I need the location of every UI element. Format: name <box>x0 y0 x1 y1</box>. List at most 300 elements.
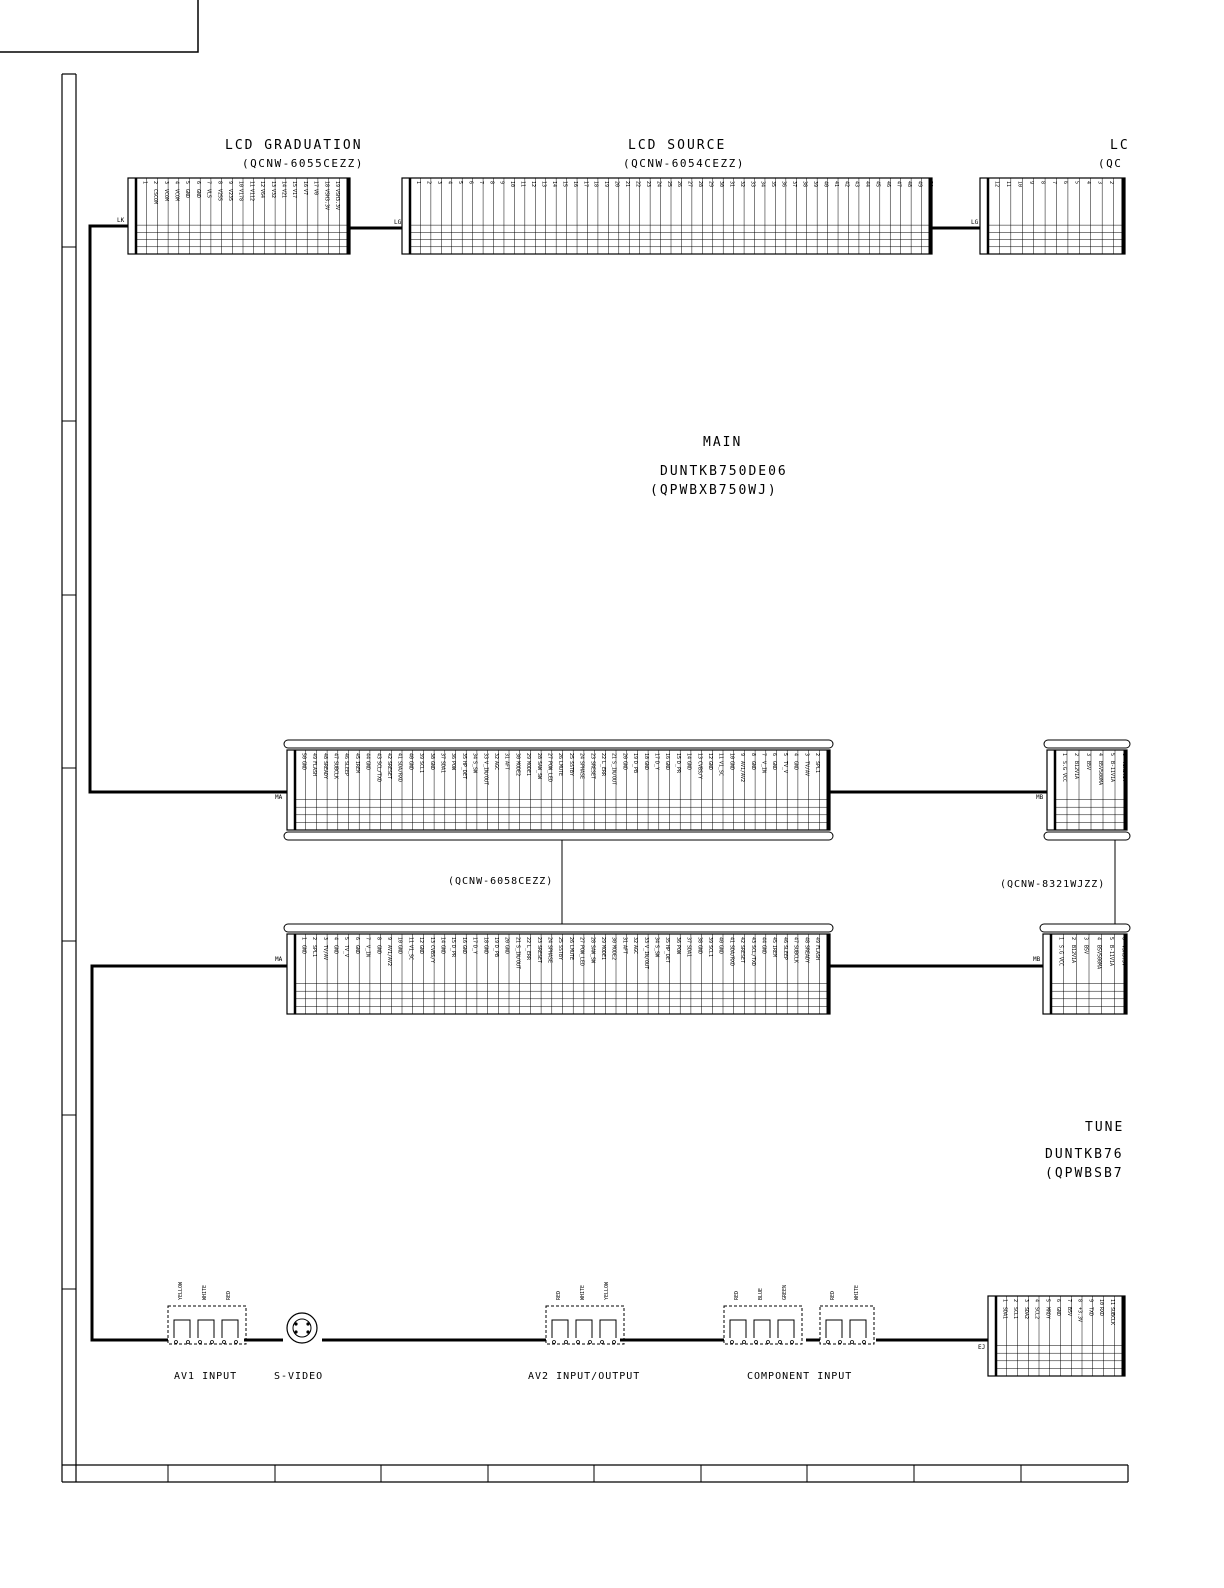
lcd-right-connector-pin-number: 6 <box>1062 181 1069 185</box>
ej-connector-pin-number: 6 <box>1055 1299 1062 1303</box>
ma-top-connector-pin-label: D_Y <box>653 761 660 771</box>
ma-bottom-connector-pin-number: 26 <box>567 937 574 944</box>
ma-bottom-connector-pin-number: 9 <box>385 937 392 941</box>
lcd-source-connector-pin-number: 50 <box>926 181 933 188</box>
av2-jacks-box <box>546 1306 624 1344</box>
ma-bottom-connector-pin-label: SAW_SW <box>589 945 596 964</box>
ma-bottom-connector-pin-label: GND <box>824 945 831 955</box>
av2-jacks-jack <box>576 1320 592 1338</box>
lcd-right-connector-body <box>980 178 1125 254</box>
ma-top-connector-pin-number: 35 <box>460 753 467 760</box>
ma-top-connector-pin-label: TV/AV <box>803 761 810 777</box>
ma-top-connector-pin-label: GND <box>706 761 713 771</box>
lcd-graduation-connector-pin-number: 14 <box>280 181 287 188</box>
lcd-source-connector-pin-number: 4 <box>446 181 453 185</box>
ej-connector-pin-number: 4 <box>1033 1299 1040 1303</box>
lcd-source-connector-pin-number: 25 <box>665 181 672 188</box>
lcd-right-part: (QC <box>1098 157 1123 170</box>
component-jacks-box <box>724 1306 802 1344</box>
ma-bottom-connector-pin-label: AV1/AV2 <box>385 945 392 967</box>
ma-bottom-connector-pin-label: IREM <box>771 945 778 958</box>
mb-top-connector-pin-number: 1 <box>1061 753 1067 757</box>
ma-top-connector-pin-number: 21 <box>610 753 617 760</box>
mb-bottom-connector-pin-number: 5 <box>1108 937 1114 941</box>
ma-bottom-connector-pin-number: 5 <box>343 937 350 941</box>
connector-id-lk: LK <box>117 217 125 224</box>
lcd-graduation-connector-pin-label: V235 <box>226 189 233 202</box>
ma-top-connector-pin-number: 46 <box>343 753 350 760</box>
lcd-graduation-connector-pin-number: 1 <box>141 181 148 185</box>
ma-bottom-connector-pin-number: 39 <box>706 937 713 944</box>
lcd-graduation-title: LCD GRADUATION <box>225 138 363 153</box>
ma-top-connector-pin-number: 4 <box>792 753 799 757</box>
av2-jacks-pin <box>577 1341 580 1344</box>
component-jacks-pin <box>755 1341 758 1344</box>
ma-bottom-connector-pin-number: 13 <box>428 937 435 944</box>
ma-top-connector-pin-label: GND <box>664 761 671 771</box>
lcd-source-connector-body <box>402 178 932 254</box>
mb-top-connector-pin-label: B5V500MA <box>1097 761 1103 786</box>
lcd-source-connector-pin-number: 2 <box>425 181 432 185</box>
component-jacks-jack <box>778 1320 794 1338</box>
ma-top-connector-pin-label: D_PR <box>674 761 681 774</box>
ma-bottom-connector-pin-label: SDA1 <box>685 945 692 958</box>
component-audio-jacks-pin <box>839 1341 842 1344</box>
ma-top-connector-pin-label: SDA/RXD <box>396 761 403 783</box>
ma-top-connector-pin-number: 10 <box>728 753 735 760</box>
ma-top-connector-pin-label: AV1/AV2 <box>739 761 746 783</box>
ma-bottom-connector-pin-number: 14 <box>439 937 446 944</box>
mb-top-connector-pin-label: B-11V1A <box>1109 761 1115 783</box>
lcd-graduation-connector-pin-number: 11 <box>248 181 255 188</box>
ma-top-connector-pin-number: 39 <box>418 753 425 760</box>
lcd-right-connector-pin-number: 9 <box>1027 181 1034 185</box>
ma-bottom-connector-pin-number: 12 <box>418 937 425 944</box>
ma-top-connector-pin-number: 33 <box>482 753 489 760</box>
ma-bottom-connector-pin-number: 10 <box>396 937 403 944</box>
ma-top-connector-pin-number: 45 <box>353 753 360 760</box>
lcd-source-connector-pin-number: 1 <box>415 181 422 185</box>
mb-bottom-tab <box>1040 924 1130 932</box>
ma-top-connector-pin-label: TV_V <box>781 761 788 774</box>
ma-bottom-connector-pin-label: AFT <box>621 945 628 955</box>
av1-input-jacks-pin <box>199 1341 202 1344</box>
main-code: DUNTKB750DE06 <box>660 464 788 479</box>
ma-top-connector-pin-label: SPHASE <box>578 761 585 780</box>
ma-top-connector-pin-number: 19 <box>632 753 639 760</box>
ma-top-connector-pin-label: SRESET <box>589 761 596 780</box>
ej-connector-pin-number: 2 <box>1012 1299 1019 1303</box>
mb-bottom-connector-pin-number: 2 <box>1070 937 1076 941</box>
s-video-outer <box>287 1313 317 1343</box>
ma-top-connector-pin-label: MODE1 <box>525 761 532 777</box>
lcd-right-connector-pin-number: 2 <box>1107 181 1114 185</box>
ej-connector-pin-label: RXD <box>1098 1307 1105 1317</box>
connectors <box>128 178 1130 1376</box>
lcd-source-connector-pin-number: 49 <box>916 181 923 188</box>
lcd-source-connector-pin-number: 14 <box>550 181 557 188</box>
ma-top-connector-pin-label: SPL1 <box>813 761 820 774</box>
ma-bottom-connector-pin-number: 45 <box>771 937 778 944</box>
component-jacks-pin <box>779 1341 782 1344</box>
lcd-graduation-connector-pin-number: 5 <box>184 181 191 185</box>
lcd-source-connector-pin-number: 9 <box>498 181 505 185</box>
mb-bottom-connector-pin-label: B-11V1A <box>1108 945 1114 967</box>
ej-connector-pin-number: 10 <box>1098 1299 1105 1306</box>
ma-top-connector-pin-label: SLEEP <box>343 761 350 777</box>
ej-connector-pin-label: B5V <box>1065 1307 1072 1317</box>
ma-top-connector-pin-number: 26 <box>557 753 564 760</box>
ma-top-connector-pin-number: 14 <box>685 753 692 760</box>
ma-top-connector-pin-label: L_ERR <box>599 761 606 777</box>
ma-bottom-connector-pin-number: 3 <box>321 937 328 941</box>
ma-bottom-connector-pin-number: 28 <box>589 937 596 944</box>
lcd-graduation-connector-pin-number: 12 <box>259 181 266 188</box>
av1-input-jacks-pin <box>175 1341 178 1344</box>
ej-connector-pin-label: SDA2 <box>1022 1307 1029 1320</box>
lcd-source-connector-pin-number: 40 <box>822 181 829 188</box>
ma-top-connector-pin-label: GND <box>407 761 414 771</box>
lcd-source-connector-pin-number: 46 <box>885 181 892 188</box>
ma-top-connector-pin-label: GND <box>771 761 778 771</box>
ma-bottom-connector-pin-number: 37 <box>685 937 692 944</box>
ma-bottom-connector-pin-number: 50 <box>824 937 831 944</box>
ma-bottom-tab <box>284 924 833 932</box>
av1-input-jacks-jack <box>222 1320 238 1338</box>
ma-top-connector-pin-number: 37 <box>439 753 446 760</box>
av1-input-jacks-color-label: WHITE <box>202 1284 208 1300</box>
ma-top-connector-pin-number: 20 <box>621 753 628 760</box>
ma-bottom-connector-pin-number: 8 <box>375 937 382 941</box>
lcd-right-connector-pin-number: 11 <box>1005 181 1012 188</box>
ej-connector-pin-number: 12 <box>1119 1299 1126 1306</box>
ma-bottom-connector-pin-label: SDA/RXD <box>728 945 735 967</box>
lcd-source-connector-pin-number: 28 <box>697 181 704 188</box>
ej-connector-pin-label: SDA1 <box>1001 1307 1008 1320</box>
component-audio-jacks-jack <box>850 1320 866 1338</box>
ma-top-connector-pin-label: SAW_SW <box>535 761 542 780</box>
mb-top-connector-pin-number: 5 <box>1109 753 1115 757</box>
ma-bottom-connector-pin-label: SRESET <box>535 945 542 964</box>
connector-id-lg: LG <box>394 219 402 226</box>
ma-bottom-connector-pin-number: 1 <box>300 937 307 941</box>
ma-top-connector-pin-number: 29 <box>525 753 532 760</box>
lcd-graduation-connector-pin-label: VCOM <box>173 189 180 202</box>
ma-bottom-connector-pin-label: FLASH <box>813 945 820 961</box>
ma-bottom-connector-pin-number: 30 <box>610 937 617 944</box>
lcd-source-connector-pin-number: 45 <box>874 181 881 188</box>
ma-top-connector-pin-label: SCL1 <box>418 761 425 774</box>
ma-bottom-connector-pin-number: 31 <box>621 937 628 944</box>
lcd-graduation-connector-pin-label: VSH3.3V <box>323 189 330 211</box>
lcd-right-connector-pin-number: 4 <box>1085 181 1092 185</box>
lcd-graduation-part: (QCNW-6055CEZZ) <box>242 157 364 170</box>
ma-top-connector-pin-number: 48 <box>321 753 328 760</box>
ma-top-connector-pin-label: HP_DET <box>460 761 467 780</box>
ma-top-connector-pin-number: 2 <box>813 753 820 757</box>
lcd-source-connector-pin-number: 13 <box>540 181 547 188</box>
lcd-right-connector-pin-number: 5 <box>1073 181 1080 185</box>
ma-bottom-connector-pin-number: 23 <box>535 937 542 944</box>
ej-connector-pin-number: 8 <box>1076 1299 1083 1303</box>
connector-id-ej: EJ <box>978 1344 986 1351</box>
ma-top-connector-pin-label: LMUTE <box>557 761 564 777</box>
av1-input-jacks <box>168 1281 246 1344</box>
mb-top-connector-pin-label: B5V <box>1085 761 1091 771</box>
mb-bottom-connector-pin-label: B5V <box>1082 945 1089 955</box>
ma-bottom-connector-pin-label: SLEEP <box>781 945 788 961</box>
ma-bottom-connector-pin-label: D_Y <box>471 945 478 955</box>
ma-top-connector-pin-label: GND <box>428 761 435 771</box>
lcd-right-connector-pin-number: 8 <box>1039 181 1046 185</box>
ma-top-connector-pin-label: V1_SC <box>717 761 724 777</box>
connector-id-mb-bottom: MB <box>1033 956 1041 963</box>
ma-bottom-connector-pin-label: GND <box>439 945 446 955</box>
av2-jacks-pin <box>589 1341 592 1344</box>
lcd-source-connector-pin-number: 29 <box>707 181 714 188</box>
lcd-source-connector <box>402 178 933 254</box>
lcd-graduation-connector <box>128 178 351 254</box>
ej-connector-pin-label: SUBCLK <box>1108 1307 1115 1326</box>
ma-bottom-connector-pin-label: D_PB <box>492 945 499 958</box>
ma-top-connector-pin-number: 50 <box>300 753 307 760</box>
ma-bottom-connector-pin-label: L_ERR <box>525 945 532 961</box>
lcd-source-connector-pin-number: 26 <box>676 181 683 188</box>
lcd-source-connector-pin-number: 42 <box>843 181 850 188</box>
av1-input-jacks-color-label: YELLOW <box>178 1281 184 1300</box>
ma-bottom-connector-pin-label: V_IN/OUT <box>642 945 649 970</box>
lcd-source-connector-pin-number: 3 <box>436 181 443 185</box>
ma-top-connector-pin-label: MODE2 <box>514 761 521 777</box>
mb-top-connector-pin-label: VSH3.3V <box>1121 761 1127 783</box>
ma-bottom-connector-pin-label: GND <box>696 945 703 955</box>
mb-bottom-connector-pin-label: S.G VCC <box>1057 945 1064 967</box>
lcd-graduation-connector-pin-number: 19 <box>333 181 340 188</box>
ma-top-connector-pin-number: 44 <box>364 753 371 760</box>
ma-bottom-connector-pin-number: 33 <box>642 937 649 944</box>
ma-bottom-connector-pin-label: POW_LED <box>578 945 585 967</box>
ma-bottom-connector-pin-label: GND <box>396 945 403 955</box>
ma-top-connector-pin-number: 9 <box>739 753 746 757</box>
av2-jacks-pin <box>553 1341 556 1344</box>
ma-bottom-connector-pin-label: MODE2 <box>610 945 617 961</box>
ma-top-connector-pin-label: V_IN <box>760 761 767 774</box>
lcd-source-connector-pin-number: 27 <box>686 181 693 188</box>
lcd-graduation-connector-pin-label: V64 <box>259 189 266 199</box>
ej-connector-pin-number: 3 <box>1022 1299 1029 1303</box>
mb-bottom-connector-pin-number: 3 <box>1082 937 1089 941</box>
ma-bottom-connector-pin-label: SCL1 <box>706 945 713 958</box>
lcd-source-connector-pin-number: 31 <box>728 181 735 188</box>
ma-bottom-connector-pin-label: GND <box>418 945 425 955</box>
ma-top-connector-pin-label: GND <box>621 761 628 771</box>
lcd-graduation-connector-pin-label: VL5 <box>205 189 212 199</box>
main-part: (QPWBXB750WJ) <box>650 483 778 498</box>
cable-mb-label: (QCNW-8321WJZZ) <box>1000 879 1106 890</box>
component-jacks-jack <box>754 1320 770 1338</box>
component-audio-jacks-color-label: WHITE <box>854 1284 860 1300</box>
lcd-graduation-connector-pin-label: V178 <box>237 189 244 202</box>
lcd-source-connector-pin-number: 32 <box>738 181 745 188</box>
lcd-source-connector-pin-number: 21 <box>624 181 631 188</box>
component-audio-jacks-pin <box>827 1341 830 1344</box>
ma-bottom-connector-pin-label: GND <box>503 945 510 955</box>
ma-bottom-connector-pin-label: AGC <box>632 945 639 955</box>
lcd-source-connector-pin-number: 10 <box>509 181 516 188</box>
ma-top-connector-pin-number: 18 <box>642 753 649 760</box>
jack-symbols <box>168 1281 874 1344</box>
ma-top-connector-pin-number: 34 <box>471 753 478 760</box>
lcd-graduation-connector-pin-number: 3 <box>162 181 169 185</box>
ma-top-connector-pin-label: SCL/TXD <box>375 761 382 783</box>
lcd-source-connector-pin-number: 17 <box>582 181 589 188</box>
ej-connector-pin-label: SCL2 <box>1033 1307 1040 1320</box>
ma-top-connector-pin-label: AGC <box>492 761 499 771</box>
ma-bottom-connector-pin-number: 35 <box>664 937 671 944</box>
ma-bottom-connector-pin-label: SRESET <box>739 945 746 964</box>
s-video-pin <box>294 1330 297 1333</box>
ma-bottom-connector-pin-number: 2 <box>311 937 318 941</box>
ma-bottom-connector-pin-number: 29 <box>599 937 606 944</box>
lcd-source-connector-pin-number: 8 <box>488 181 495 185</box>
ma-top-connector-pin-number: 43 <box>375 753 382 760</box>
ma-top-connector-pin-label: GND <box>685 761 692 771</box>
lcd-source-connector-pin-number: 41 <box>832 181 839 188</box>
ma-top-connector-pin-number: 49 <box>311 753 318 760</box>
ma-top-connector-pin-label: GND <box>364 761 371 771</box>
ma-bottom-connector-pin-label: LMUTE <box>567 945 574 961</box>
lcd-source-title: LCD SOURCE <box>628 138 727 153</box>
mb-top-connector-pin-label: B12V1A <box>1073 761 1079 780</box>
cable-ma-label: (QCNW-6058CEZZ) <box>448 876 554 887</box>
mb-bottom-connector-pin-number: 1 <box>1057 937 1064 941</box>
lcd-source-connector-pin-number: 34 <box>759 181 766 188</box>
ma-top-connector-pin-label: S_IN/OUT <box>610 761 617 786</box>
av2-jacks-color-label: WHITE <box>580 1284 586 1300</box>
ma-bottom-connector-pin-number: 40 <box>717 937 724 944</box>
component-jacks-pin <box>791 1341 794 1344</box>
ma-bottom-connector-pin-number: 36 <box>674 937 681 944</box>
lcd-source-connector-pin-number: 7 <box>477 181 484 185</box>
lcd-graduation-connector-pin-label: VSH3.3V <box>333 189 340 211</box>
ma-bottom-connector-pin-label: V_IN <box>364 945 371 958</box>
lcd-right-connector-pin-number: 1 <box>1119 181 1126 185</box>
ma-top-connector-pin-number: 24 <box>578 753 585 760</box>
ma-bottom-connector-pin-label: SUBCLK <box>792 945 799 964</box>
lcd-source-connector-pin-number: 18 <box>592 181 599 188</box>
ej-connector-pin-number: 5 <box>1044 1299 1051 1303</box>
lcd-right-connector <box>980 178 1125 254</box>
mb-bottom-connector-pin-label: B5V500MA <box>1095 945 1102 970</box>
lcd-graduation-connector-pin-label: V21 <box>280 189 287 199</box>
ma-bottom-connector-pin-label: GND <box>460 945 467 955</box>
ma-top-connector-pin-label: GND <box>300 761 307 771</box>
ma-top-connector-pin-number: 6 <box>771 753 778 757</box>
component-jacks-pin <box>743 1341 746 1344</box>
ma-top-connector-pin-number: 41 <box>396 753 403 760</box>
s-video-label: S-VIDEO <box>274 1371 324 1382</box>
ma-bottom-connector-pin-label: GND <box>375 945 382 955</box>
ma-top-connector-pin-label: S_SW <box>471 761 478 774</box>
ma-bottom-connector-pin-label: TV_V <box>343 945 350 958</box>
ma-bottom-connector-pin-label: D_PR <box>450 945 457 958</box>
ej-connector-pin-label: MRDY <box>1044 1307 1051 1320</box>
ma-bottom-connector-pin-number: 44 <box>760 937 767 944</box>
ma-bottom-connector-pin-number: 22 <box>525 937 532 944</box>
lcd-graduation-connector-pin-number: 20 <box>344 181 351 188</box>
ma-top-connector-pin-number: 17 <box>653 753 660 760</box>
lcd-graduation-connector-pin-number: 17 <box>312 181 319 188</box>
ma-bottom-connector-pin-number: 7 <box>364 937 371 941</box>
ma-bottom-connector-pin-label: SCL/TXD <box>749 945 756 967</box>
component-jacks-jack <box>730 1320 746 1338</box>
component-audio-jacks-color-label: RED <box>830 1290 836 1300</box>
connector-id-ma-top: MA <box>275 794 283 801</box>
lcd-graduation-connector-pin-label: GND <box>194 189 201 199</box>
ma-bottom-connector-pin-label: MODE1 <box>599 945 606 961</box>
mb-top-connector-pin-number: 4 <box>1097 753 1103 757</box>
ej-connector-pin-number: 7 <box>1065 1299 1072 1303</box>
ma-bottom-connector-pin-number: 49 <box>813 937 820 944</box>
s-video-pin <box>306 1330 309 1333</box>
lcd-graduation-connector-pin-number: 2 <box>152 181 159 185</box>
ma-bottom-connector-pin-label: GND <box>332 945 339 955</box>
mb-bottom-connector-pin-label: VSH3.3V <box>1120 945 1127 967</box>
ma-bottom-connector-pin-number: 20 <box>503 937 510 944</box>
lcd-graduation-connector-pin-number: 4 <box>173 181 180 185</box>
ma-top-connector <box>284 750 833 840</box>
ma-top-connector-pin-number: 32 <box>492 753 499 760</box>
ma-bottom-connector-pin-number: 38 <box>696 937 703 944</box>
lcd-source-connector-pin-number: 6 <box>467 181 474 185</box>
av2-jacks-jack <box>600 1320 616 1338</box>
lcd-source-connector-pin-number: 39 <box>811 181 818 188</box>
lcd-graduation-connector-pin-number: 15 <box>291 181 298 188</box>
lcd-right-connector-pin-number: 10 <box>1016 181 1023 188</box>
ma-bottom-connector-pin-label: GND <box>300 945 307 955</box>
av1-input-jacks-jack <box>174 1320 190 1338</box>
ma-top-connector-pin-label: FLASH <box>311 761 318 777</box>
connector-id-ma-bottom: MA <box>275 956 283 963</box>
tuner-part: (QPWBSB7 <box>1045 1166 1124 1181</box>
lcd-source-connector-pin-number: 12 <box>530 181 537 188</box>
lcd-source-connector-pin-number: 33 <box>749 181 756 188</box>
component-jacks-color-label: GREEN <box>782 1284 788 1300</box>
mb-top-connector-pin-number: 2 <box>1073 753 1079 757</box>
lcd-graduation-connector-pin-number: 10 <box>237 181 244 188</box>
ma-bottom-connector-pin-label: S_SW <box>653 945 660 958</box>
av2-label: AV2 INPUT/OUTPUT <box>528 1371 641 1382</box>
component-audio-jacks-jack <box>826 1320 842 1338</box>
connector-id-lg2: LG <box>971 219 979 226</box>
av1-input-jacks-jack <box>198 1320 214 1338</box>
ej-connector-pin-number: 11 <box>1108 1299 1115 1306</box>
lcd-graduation-connector-pin-number: 16 <box>301 181 308 188</box>
av2-jacks-pin <box>613 1341 616 1344</box>
ma-top-connector-pin-label: SUBCLK <box>332 761 339 780</box>
lcd-graduation-connector-pin-label: V112 <box>248 189 255 202</box>
ma-top-connector-pin-number: 8 <box>749 753 756 757</box>
ma-top-connector-pin-number: 22 <box>599 753 606 760</box>
s-video-pin <box>306 1322 309 1325</box>
ma-top-connector-pin-label: CVBS/Y <box>696 761 703 780</box>
ma-bottom-connector-pin-label: SPL1 <box>311 945 318 958</box>
ma-bottom-connector-pin-number: 48 <box>803 937 810 944</box>
mb-bottom-connector-pin-number: 6 <box>1120 937 1127 941</box>
ej-connector-pin-label: SREADY <box>1119 1307 1126 1326</box>
ma-top-tab <box>284 740 833 748</box>
ma-bottom-connector-pin-label: HP_DET <box>664 945 671 964</box>
